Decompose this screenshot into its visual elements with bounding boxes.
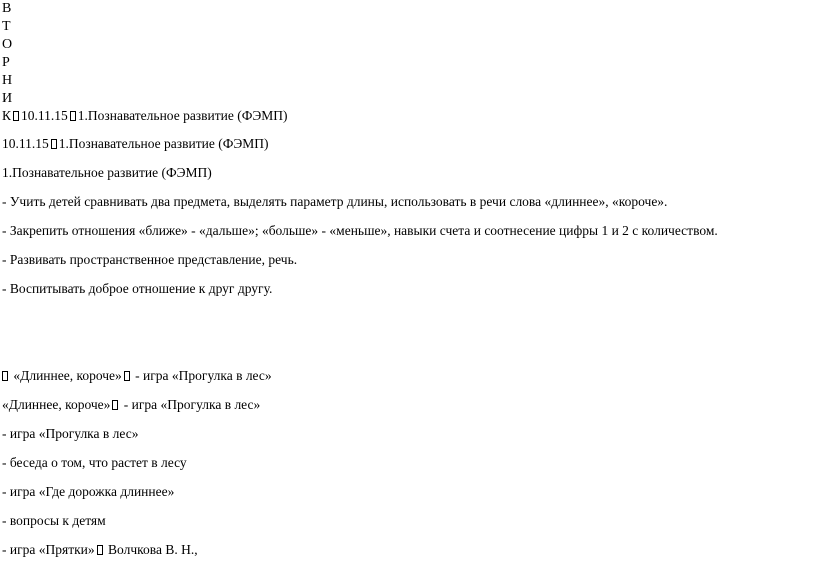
missing-glyph-box [97, 545, 103, 555]
missing-glyph-box [51, 139, 57, 149]
activity-item: - вопросы к детям [2, 513, 106, 528]
missing-glyph-box [2, 371, 8, 381]
date-text: 10.11.15 [2, 136, 49, 151]
activity-line [2, 397, 260, 413]
vertical-letter: И [2, 91, 13, 106]
missing-glyph-box [13, 111, 19, 121]
vertical-letter: Р [2, 55, 10, 70]
activity-title: «Длиннее, короче» [10, 368, 122, 383]
vertical-letter: Н [2, 73, 13, 88]
header-line [2, 108, 288, 124]
vertical-letter: О [2, 37, 13, 52]
topic-text: 1.Познавательное развитие (ФЭМП) [58, 136, 269, 151]
activity-game: - игра «Прогулка в лес» [120, 397, 261, 412]
missing-glyph-box [112, 400, 118, 410]
activity-item [2, 542, 198, 558]
activity-item: - игра «Прогулка в лес» [2, 426, 139, 441]
goal-line: - Закрепить отношения «ближе» - «дальше»; «больше» - «меньше», навыки счета и соотнесение цифры 1 и 2 с количеством. [2, 223, 718, 238]
missing-glyph-box [124, 371, 130, 381]
vertical-letter: В [2, 1, 12, 16]
activity-line [2, 368, 272, 384]
date-topic-line [2, 136, 269, 152]
missing-glyph-box [70, 111, 76, 121]
topic-line: 1.Познавательное развитие (ФЭМП) [2, 165, 212, 180]
activity-item: - беседа о том, что растет в лесу [2, 455, 187, 470]
date-text: 10.11.15 [21, 108, 68, 123]
activity-game: - игра «Прятки» [2, 542, 95, 557]
activity-item: - игра «Где дорожка длиннее» [2, 484, 175, 499]
goal-line: - Развивать пространственное представление, речь. [2, 252, 298, 267]
goal-line: - Воспитывать доброе отношение к друг другу. [2, 281, 273, 296]
activity-title: «Длиннее, короче» [2, 397, 111, 412]
activity-game: - игра «Прогулка в лес» [131, 368, 272, 383]
author-text: Волчкова В. Н., [104, 542, 198, 557]
goal-line: - Учить детей сравнивать два предмета, выделять параметр длины, использовать в речи слова «длиннее», «короче». [2, 194, 668, 209]
topic-text: 1.Познавательное развитие (ФЭМП) [77, 108, 288, 123]
vertical-letter: Т [2, 19, 11, 34]
header-prefix: К [2, 108, 12, 123]
